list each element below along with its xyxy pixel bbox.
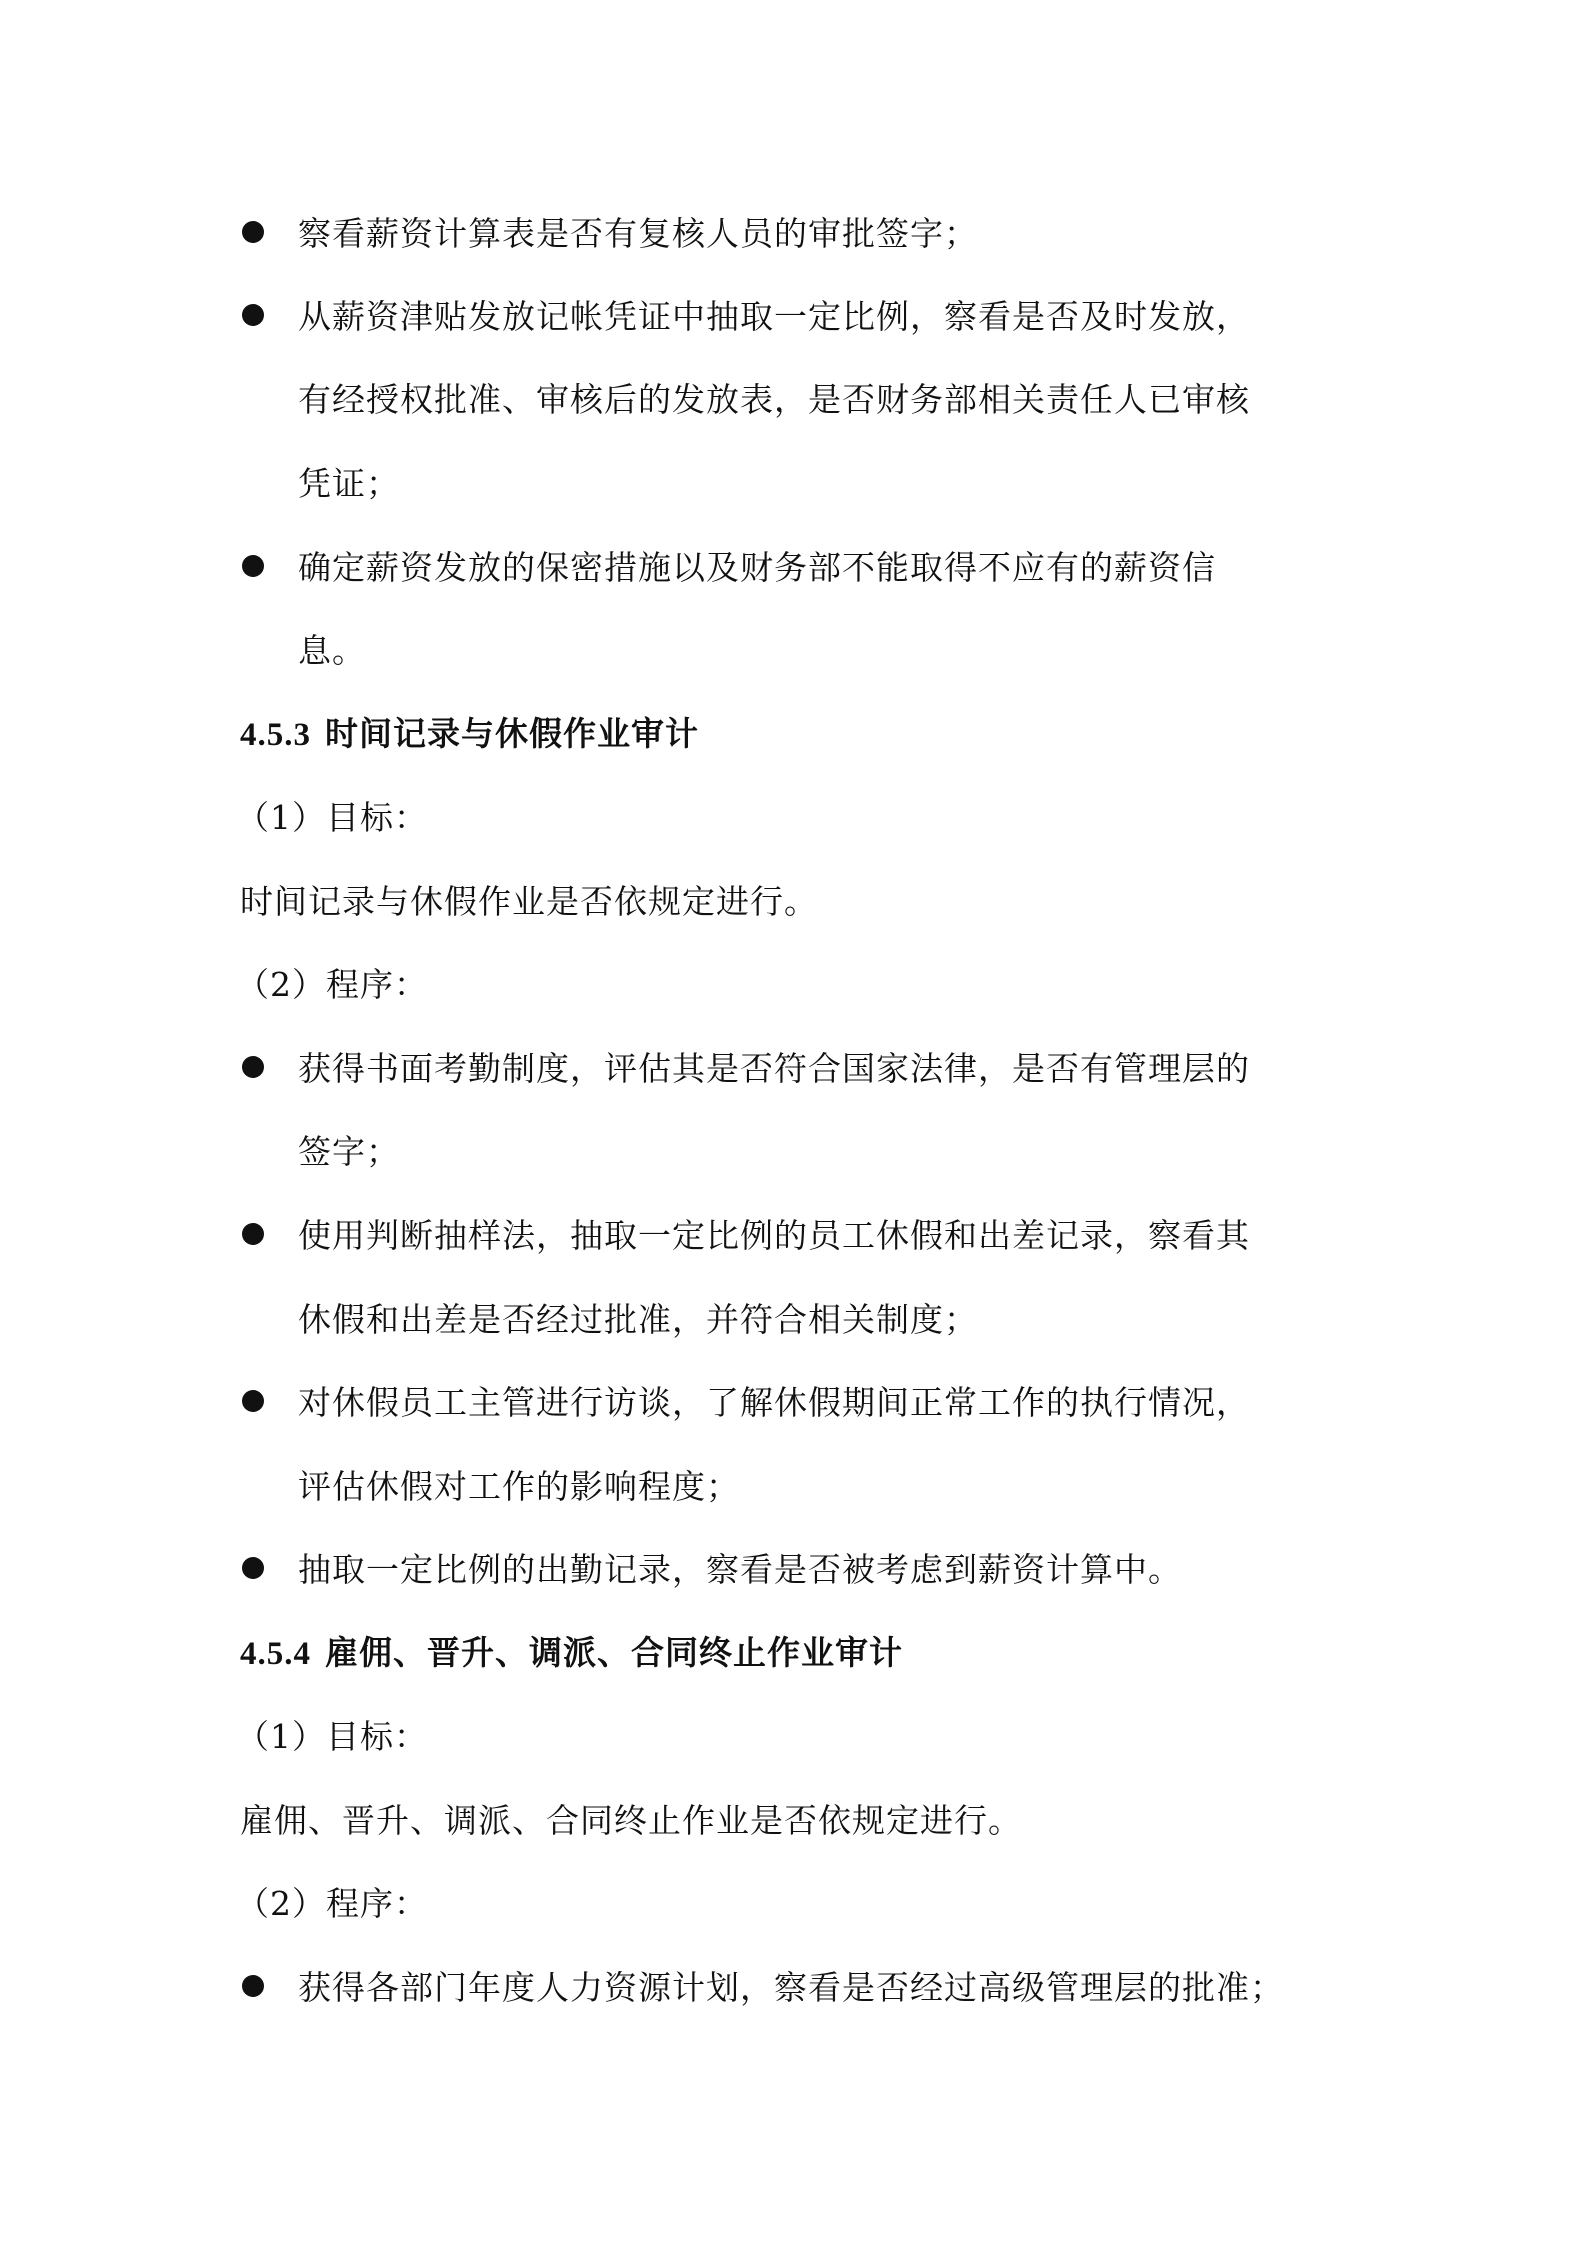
- bullet-text: 从薪资津贴发放记帐凭证中抽取一定比例，察看是否及时发放，: [298, 297, 1250, 336]
- section-number: 4.5.3: [240, 717, 311, 753]
- objective-label: （1）目标：: [236, 1717, 428, 1756]
- bullet-text-continuation: 有经授权批准、审核后的发放表，是否财务部相关责任人已审核: [298, 380, 1250, 419]
- bullet-dot: [242, 304, 264, 326]
- bullet-dot: [242, 1390, 264, 1412]
- bullet-dot: [242, 1975, 264, 1997]
- bullet-text-continuation: 签字；: [298, 1132, 400, 1171]
- bullet-text: 获得书面考勤制度，评估其是否符合国家法律，是否有管理层的: [298, 1049, 1250, 1088]
- procedure-label: （2）程序：: [236, 965, 428, 1004]
- bullet-text: 确定薪资发放的保密措施以及财务部不能取得不应有的薪资信: [298, 548, 1216, 587]
- objective-text: 雇佣、晋升、调派、合同终止作业是否依规定进行。: [240, 1801, 1022, 1840]
- bullet-dot: [242, 1056, 264, 1078]
- bullet-dot: [242, 1557, 264, 1579]
- bullet-text: 使用判断抽样法，抽取一定比例的员工休假和出差记录，察看其: [298, 1216, 1250, 1255]
- section-title: 时间记录与休假作业审计: [325, 717, 699, 753]
- bullet-dot: [242, 555, 264, 577]
- procedure-label: （2）程序：: [236, 1884, 428, 1923]
- section-title: 雇佣、晋升、调派、合同终止作业审计: [325, 1636, 903, 1672]
- objective-label: （1）目标：: [236, 798, 428, 837]
- bullet-text-continuation: 评估休假对工作的影响程度；: [298, 1467, 740, 1506]
- bullet-text: 察看薪资计算表是否有复核人员的审批签字；: [298, 214, 978, 253]
- bullet-text: 抽取一定比例的出勤记录，察看是否被考虑到薪资计算中。: [298, 1550, 1182, 1589]
- bullet-text-continuation: 休假和出差是否经过批准，并符合相关制度；: [298, 1300, 978, 1339]
- bullet-text: 对休假员工主管进行访谈，了解休假期间正常工作的执行情况，: [298, 1383, 1250, 1422]
- section-number: 4.5.4: [240, 1636, 311, 1672]
- bullet-text-continuation: 凭证；: [298, 464, 400, 503]
- section-heading-4-5-4: [240, 1624, 1360, 1684]
- objective-text: 时间记录与休假作业是否依规定进行。: [240, 882, 818, 921]
- bullet-dot: [242, 1223, 264, 1245]
- bullet-text-continuation: 息。: [298, 631, 366, 670]
- bullet-text: 获得各部门年度人力资源计划，察看是否经过高级管理层的批准；: [298, 1968, 1284, 2007]
- bullet-dot: [242, 221, 264, 243]
- section-heading-4-5-3: [240, 705, 1360, 765]
